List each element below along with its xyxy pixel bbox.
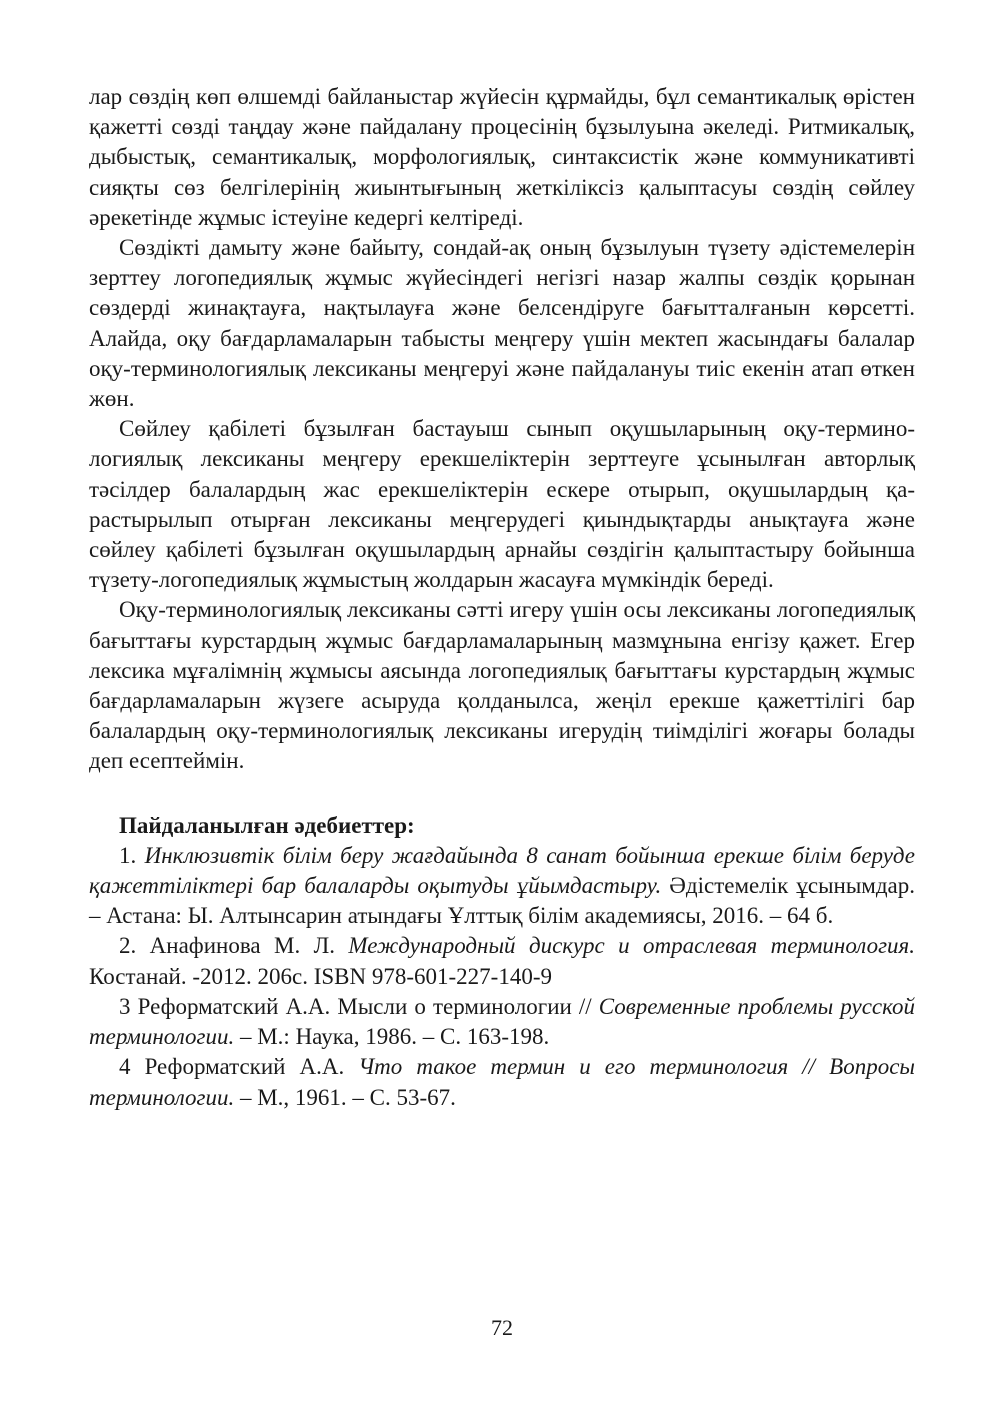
reference-details: Әдістемелік ұсынымдар. – Астана: Ы. Алтынсарин атындағы Ұлттық білім академиясы, 2016. – 64 б. — [89, 873, 915, 929]
body-paragraph-4: Оқу-терминологиялық лексиканы сәтті игеру үшін осы лексиканы логопедиялық бағыттағы курстардың жұмыс бағдарламаларының мазмұнына енгізу қажет. Егер лексика мұғалімнің жұмысы аясында логопедиялық бағыттағы курстардың жұмыс бағдарламаларын жүзеге асыруда қолданылса, жеңіл ерекше қажеттілігі бар балалардың оқу-терминологиялық лексиканы игерудің тиімділігі жоғары болады деп есептеймін. — [89, 597, 915, 774]
reference-prefix: 2. Анафинова М. Л. — [119, 933, 349, 959]
reference-prefix: 4 Реформатский А.А. — [119, 1054, 359, 1080]
reference-title: Инклюзивтік білім беру жағдайында 8 санат бойынша ерекше білім беруде қажеттіліктері бар балаларды оқытуды ұйымдастыру. — [89, 842, 916, 899]
page-content — [89, 82, 915, 1113]
body-paragraph-3: Сөйлеу қабілеті бұзылған бастауыш сынып оқушыларының оқу-терминологиялық лексиканы меңгеру ерекшеліктерін зерттеуге ұсынылған авторлық тәсілдер балалардың жас ерекшеліктерін ескере отырып, оқушылардың қарастырылып отырған лексиканы меңгерудегі қиындықтарды анықтауға және сөйлеу қабілеті бұзылған оқушылардың арнайы сөздігін қалыптастыру бойынша түзету-логопедиялық жұмыстың жолдарын жасауға мүмкіндік береді. — [89, 416, 915, 593]
reference-details: Костанай. -2012. 206с. ISBN 978-601-227-140-9 — [89, 963, 552, 989]
references-list — [89, 841, 915, 1113]
reference-prefix: 1. — [119, 842, 145, 868]
reference-title: Что такое термин и его терминология // Вопросы терминологии. — [89, 1054, 915, 1110]
page-number: 72 — [491, 1315, 513, 1340]
references-heading: Пайдаланылған әдебиеттер: — [119, 812, 415, 838]
reference-title: Современные проблемы русской терминологии. — [89, 993, 915, 1050]
body-paragraph-2: Сөздікті дамыту және байыту, сондай-ақ оның бұзылуын түзету әдістемелерін зерттеу логопедиялық жұмыс жүйесіндегі негізгі назар жалпы сөздік қорынан сөздерді жинақтауға, нақтылауға және белсендіруге бағытталғанын көрсетті. Алайда, оқу бағдарламаларын табысты меңгеру үшін мектеп жасындағы балалар оқу-терминологиялық лексиканы меңгеруі және пайдалануы тиіс екенін атап өткен жөн. — [89, 235, 915, 412]
reference-details: – М., 1961. – С. 53-67. — [234, 1084, 456, 1110]
reference-item-3 — [89, 992, 915, 1052]
reference-prefix: 3 Реформатский А.А. Мысли о терминологии // — [119, 993, 599, 1019]
reference-item-1 — [89, 841, 915, 932]
reference-details: – М.: Наука, 1986. – С. 163-198. — [234, 1024, 550, 1050]
reference-title: Международный дискурс и отраслевая терминология. — [348, 933, 915, 959]
reference-item-4 — [89, 1052, 915, 1112]
reference-item-2 — [89, 931, 915, 991]
body-paragraph-1: лар сөздің көп өлшемді байланыстар жүйесін құрмайды, бұл семантикалық өрістен қажетті сөзді таңдау және пайдалану процесінің бұзылуына әкеледі. Ритмикалық, дыбыстық, семантикалық, морфологиялық, синтаксистік және коммуникативті сияқты сөз белгілерінің жиынтығының жеткіліксіз қалыптасуы сөздің сөйлеу әрекетінде жұмыс істеуіне кедергі келтіреді. — [89, 84, 915, 230]
